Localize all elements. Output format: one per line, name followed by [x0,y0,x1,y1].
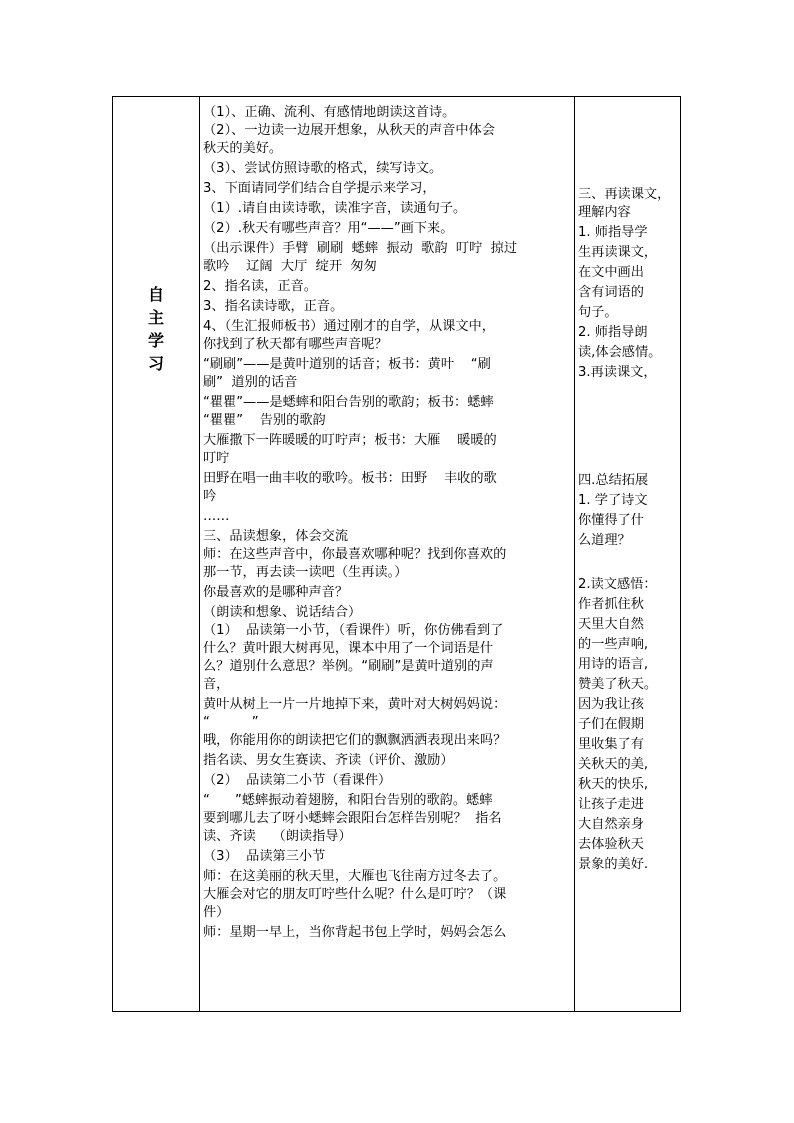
lesson-table [112,96,681,1012]
text-line: 要到哪儿去了呀小蟋蟀会跟阳台怎样告别呢？ 指名 [203,811,502,826]
design-text-line: 用诗的语言, [578,657,649,672]
design-text-line: 赞美了秋天。 [578,677,658,692]
column-divider-left [199,97,200,1011]
text-line: （3） 品读第三小节 [203,849,326,864]
design-text-line: 秋天的快乐, [578,777,649,792]
design-text-line: 2.读文感悟： [578,577,657,592]
text-line: 音， [203,677,230,692]
design-text-line: 的一些声响, [578,637,649,652]
text-line: 件） [203,905,230,920]
design-text-line: 作者抓住秋 [578,597,644,612]
design-text-line: 让孩子走进 [578,797,644,812]
design-text-line: 含有词语的 [578,285,644,300]
text-line: 刷” 道别的话音 [203,375,298,390]
text-line: （3）、尝试仿照诗歌的格式，续写诗文。 [203,161,443,176]
text-line: 田野在唱一曲丰收的歌吟。板书：田野 丰收的歌 [203,471,497,486]
text-line: （朗读和想象、说话结合） [203,605,362,620]
text-line: （1）.请自由读诗歌，读准字音，读通句子。 [203,201,467,216]
text-line: （2）、一边读一边展开想象，从秋天的声音中体会 [203,123,495,138]
text-line: “ ”蟋蟀振动着翅膀，和阳台告别的歌韵。蟋蟀 [203,793,493,808]
text-line: 吟 [203,489,217,504]
text-line: “瞿瞿”——是蟋蟀和阳台告别的歌韵；板书：蟋蟀 [203,395,494,410]
text-line: 叮咛 [203,451,230,466]
section-label-char: 主 [147,308,164,327]
section-label-char: 习 [147,354,164,373]
text-line: 那一节，再去读一读吧（生再读。） [203,565,408,580]
text-line: 秋天的美好。 [203,141,283,156]
design-text-line: 里收集了有 [578,737,644,752]
text-line: 师：在这些声音中，你最喜欢哪种呢？找到你喜欢的 [203,547,507,562]
design-text-line: 子们在假期 [578,717,644,732]
design-text-line: 景象的美好. [578,857,649,872]
text-line: 4、（生汇报师板书）通过刚才的自学，从课文中， [203,319,495,334]
text-line: …… [203,509,230,524]
text-line: 歌吟 辽阔 大厅 绽开 匆匆 [203,259,377,274]
design-text-line: 大自然亲身 [578,817,644,832]
text-line: （1）、正确、流利、有感情地朗读这首诗。 [203,105,456,120]
design-text-line: 句子。 [578,305,618,320]
column-divider-right [574,97,575,1011]
text-line: 3、指名读诗歌，正音。 [203,299,344,314]
text-line: 大雁撒下一阵暖暖的叮咛声；板书：大雁 暖暖的 [203,433,497,448]
design-text-line: 天里大自然 [578,617,644,632]
text-line: （1） 品读第一小节，（看课件）听，你仿佛看到了 [203,623,504,638]
text-line: 师：在这美丽的秋天里，大雁也飞往南方过冬去了。 [203,869,507,884]
text-line: 你找到了秋天都有哪些声音呢？ [203,337,388,352]
design-text-line: 你懂得了什 [578,513,644,528]
text-line: 2、指名读，正音。 [203,279,317,294]
design-text-line: 四.总结拓展 [578,473,649,488]
text-line: 哦，你能用你的朗读把它们的飘飘洒洒表现出来吗？ [203,733,507,748]
design-text-line: 关秋天的美, [578,757,649,772]
section-label-self-study [113,283,199,375]
section-label-char: 自 [147,285,164,304]
text-line: （2）.秋天有哪些声音？用“——”画下来。 [203,221,454,236]
text-line: （出示课件）手臂 刷刷 蟋蟀 振动 歌韵 叮咛 掠过 [203,241,518,256]
text-line: 师：星期一早上，当你背起书包上学时，妈妈会怎么 [203,925,507,940]
text-line: （2） 品读第二小节（看课件） [203,773,392,788]
design-text-line: 么道理？ [578,533,631,548]
text-line: 读、齐读 （朗读指导） [203,829,352,844]
text-line: “ ” [203,715,259,730]
design-text-line: 3.再读课文， [578,365,657,380]
design-text-line: 去体验秋天 [578,837,644,852]
text-line: 三、品读想象，体会交流 [203,529,349,544]
section-label-char: 学 [147,331,164,350]
text-line: 么？道别什么意思？举例。“刷刷”是黄叶道别的声 [203,659,494,674]
design-text-line: 读,体会感情。 [578,345,662,360]
text-line: 大雁会对它的朋友叮咛些什么呢？什么是叮咛？（课 [203,887,507,902]
design-text-line: 三、再读课文， [578,187,671,202]
text-line: 什么？黄叶跟大树再见，课本中用了一个词语是什 [203,641,494,656]
text-line: “刷刷”——是黄叶道别的话音；板书：黄叶 “刷 [203,357,491,372]
design-text-line: 因为我让孩 [578,697,644,712]
text-line: 指名读、男女生赛读、齐读（评价、激励） [203,753,454,768]
design-text-line: 2. 师指导朗 [578,325,648,340]
design-text-line: 理解内容 [578,205,631,220]
design-text-line: 生再读课文， [578,245,658,260]
text-line: 你最喜欢的是哪种声音？ [203,585,349,600]
text-line: “瞿瞿” 告别的歌韵 [203,413,326,428]
design-text-line: 1. 学了诗文 [578,493,648,508]
text-line: 黄叶从树上一片一片地掉下来，黄叶对大树妈妈说： [203,697,507,712]
design-text-line: 在文中画出 [578,265,644,280]
design-text-line: 1. 师指导学 [578,225,648,240]
text-line: 3、下面请同学们结合自学提示来学习， [203,181,436,196]
